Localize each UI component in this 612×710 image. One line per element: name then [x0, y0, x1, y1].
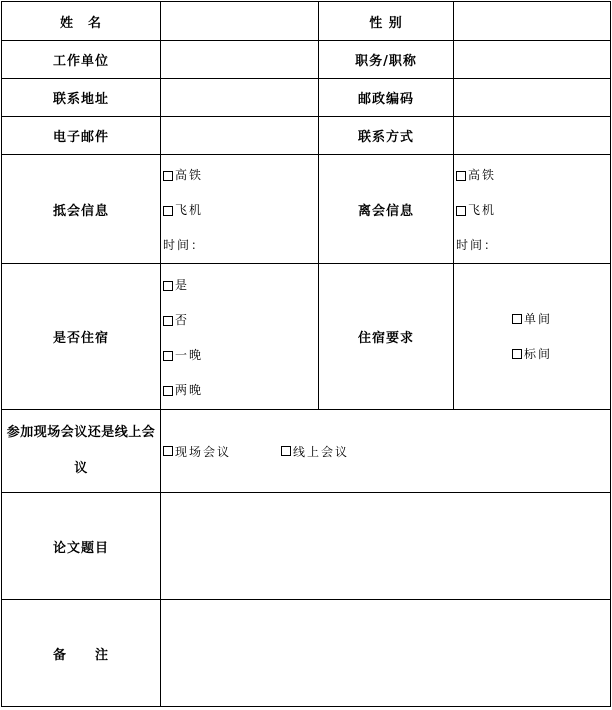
mode-field [161, 410, 611, 493]
row-paper-title [2, 493, 611, 600]
gender-label: 性 别 [319, 2, 454, 41]
mode-option-onsite[interactable] [163, 443, 231, 460]
remarks-label: 备 注 [2, 600, 161, 707]
paper-title-label: 论文题目 [2, 493, 161, 600]
row-name-gender [2, 2, 611, 41]
row-lodging [2, 264, 611, 410]
lodging-option-one-night[interactable] [163, 338, 318, 373]
mode-option-label: 线上会议 [293, 444, 350, 459]
arrival-time-label[interactable]: 时间： [163, 238, 206, 252]
lodging-option-no[interactable] [163, 303, 318, 338]
checkbox-icon[interactable] [281, 446, 291, 456]
contact-label: 联系方式 [319, 117, 454, 155]
departure-option-train[interactable] [456, 158, 610, 193]
postcode-field[interactable] [454, 79, 611, 117]
departure-option-flight[interactable] [456, 193, 610, 228]
gender-field[interactable] [454, 2, 611, 41]
checkbox-icon[interactable] [512, 349, 522, 359]
lodging-field [161, 264, 319, 410]
mode-option-label: 现场会议 [175, 444, 232, 459]
checkbox-icon[interactable] [163, 206, 173, 216]
email-field[interactable] [161, 117, 319, 155]
checkbox-icon[interactable] [163, 386, 173, 396]
row-travel-info [2, 155, 611, 264]
checkbox-icon[interactable] [163, 316, 173, 326]
contact-field[interactable] [454, 117, 611, 155]
checkbox-icon[interactable] [163, 446, 173, 456]
checkbox-icon[interactable] [163, 351, 173, 361]
room-option-double[interactable] [512, 337, 552, 372]
postcode-label: 邮政编码 [319, 79, 454, 117]
lodging-option-yes[interactable] [163, 268, 318, 303]
row-email-contact [2, 117, 611, 155]
row-address-postcode [2, 79, 611, 117]
lodging-option-two-nights[interactable] [163, 373, 318, 408]
address-field[interactable] [161, 79, 319, 117]
work-unit-field[interactable] [161, 41, 319, 79]
room-option-label: 单间 [523, 311, 552, 326]
checkbox-icon[interactable] [456, 206, 466, 216]
row-work-position [2, 41, 611, 79]
room-field [454, 264, 611, 410]
checkbox-icon[interactable] [456, 171, 466, 181]
mode-label: 参加现场会议还是线上会议 [2, 410, 161, 493]
arrival-option-label: 飞机 [175, 203, 204, 217]
work-unit-label: 工作单位 [2, 41, 161, 79]
checkbox-icon[interactable] [163, 171, 173, 181]
departure-option-label: 高铁 [468, 168, 497, 182]
row-attendance-mode [2, 410, 611, 493]
departure-time-label[interactable]: 时间： [456, 238, 499, 252]
position-label: 职务/职称 [319, 41, 454, 79]
room-label: 住宿要求 [319, 264, 454, 410]
arrival-label: 抵会信息 [2, 155, 161, 264]
checkbox-icon[interactable] [163, 281, 173, 291]
lodging-option-label: 一晚 [175, 348, 204, 362]
email-label: 电子邮件 [2, 117, 161, 155]
arrival-option-label: 高铁 [175, 168, 204, 182]
departure-field [454, 155, 611, 264]
address-label: 联系地址 [2, 79, 161, 117]
checkbox-icon[interactable] [512, 314, 522, 324]
departure-label: 离会信息 [319, 155, 454, 264]
mode-option-online[interactable] [281, 443, 349, 460]
name-label: 姓 名 [2, 2, 161, 41]
room-option-label: 标间 [523, 346, 552, 361]
lodging-label: 是否住宿 [2, 264, 161, 410]
position-field[interactable] [454, 41, 611, 79]
lodging-option-label: 是 [175, 278, 190, 292]
lodging-option-label: 否 [175, 313, 190, 327]
room-option-single[interactable] [512, 302, 552, 337]
lodging-option-label: 两晚 [175, 383, 204, 397]
arrival-option-train[interactable] [163, 158, 318, 193]
arrival-field [161, 155, 319, 264]
departure-option-label: 飞机 [468, 203, 497, 217]
paper-title-field[interactable] [161, 493, 611, 600]
row-remarks [2, 600, 611, 707]
arrival-option-flight[interactable] [163, 193, 318, 228]
registration-form-table [1, 1, 611, 707]
name-field[interactable] [161, 2, 319, 41]
remarks-field[interactable] [161, 600, 611, 707]
